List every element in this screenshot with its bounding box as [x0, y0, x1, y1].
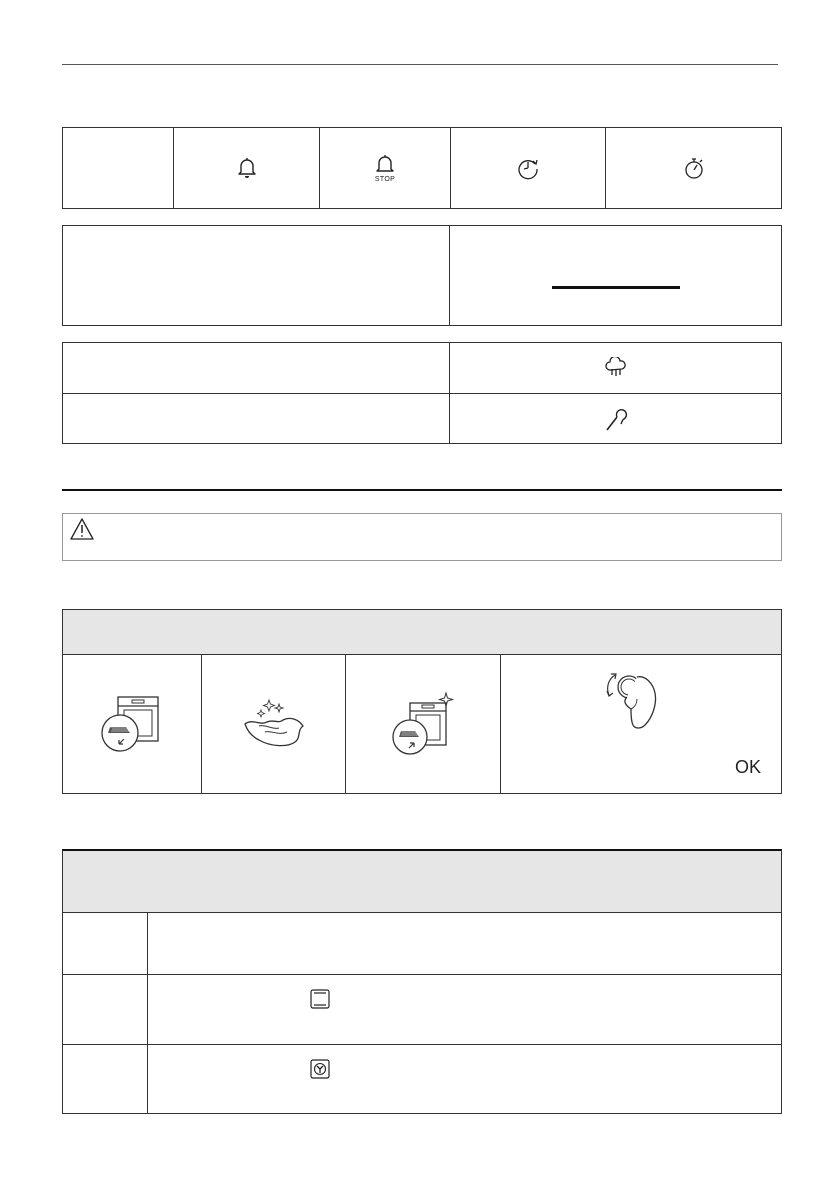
display-bar	[552, 286, 680, 289]
timer-delay-icon	[516, 156, 540, 180]
ok-label: OK	[735, 757, 762, 777]
cleaning-steps-header	[63, 610, 781, 654]
probe-cell	[450, 394, 781, 443]
warning-box	[62, 513, 782, 561]
food-probe-icon	[604, 406, 628, 432]
features-table	[62, 342, 782, 444]
cleaning-steps-table	[62, 609, 782, 794]
display-indicator-cell	[450, 226, 781, 325]
stopwatch-cell	[606, 128, 781, 208]
step-cloth-cell	[202, 655, 345, 793]
warning-triangle-icon	[69, 517, 95, 541]
steam-cell	[450, 343, 781, 393]
steam-description-cell	[63, 343, 449, 393]
settings-row-2	[63, 975, 781, 1044]
settings-row-3	[63, 1045, 781, 1114]
bell-stop-cell	[320, 128, 450, 208]
clean-oven-icon	[390, 691, 456, 757]
oven-tray-icon	[100, 693, 164, 755]
step-knob-cell	[501, 655, 781, 793]
bell-cell	[174, 128, 319, 208]
timer-delay-cell	[451, 128, 605, 208]
stopwatch-icon	[683, 156, 705, 180]
settings-header	[63, 851, 781, 912]
icons-table-label-cell	[63, 128, 173, 208]
section-rule	[62, 489, 782, 491]
display-table	[62, 225, 782, 326]
cleaning-cloth-icon	[239, 696, 309, 752]
bell-stop-icon	[374, 154, 396, 174]
steam-icon	[604, 357, 628, 379]
step-clean-oven-cell	[346, 655, 500, 793]
fan-heating-icon	[310, 1059, 330, 1079]
step-oven-tray-cell	[63, 655, 201, 793]
icons-table	[62, 127, 782, 209]
knob-turn-icon	[601, 665, 667, 735]
display-description-cell	[63, 226, 449, 325]
settings-row-1	[63, 913, 781, 974]
conventional-heating-icon	[310, 989, 330, 1009]
probe-description-cell	[63, 394, 449, 443]
top-rule	[62, 64, 778, 65]
stop-label: STOP	[374, 175, 396, 183]
bell-icon	[236, 156, 258, 180]
settings-table	[62, 849, 782, 1114]
